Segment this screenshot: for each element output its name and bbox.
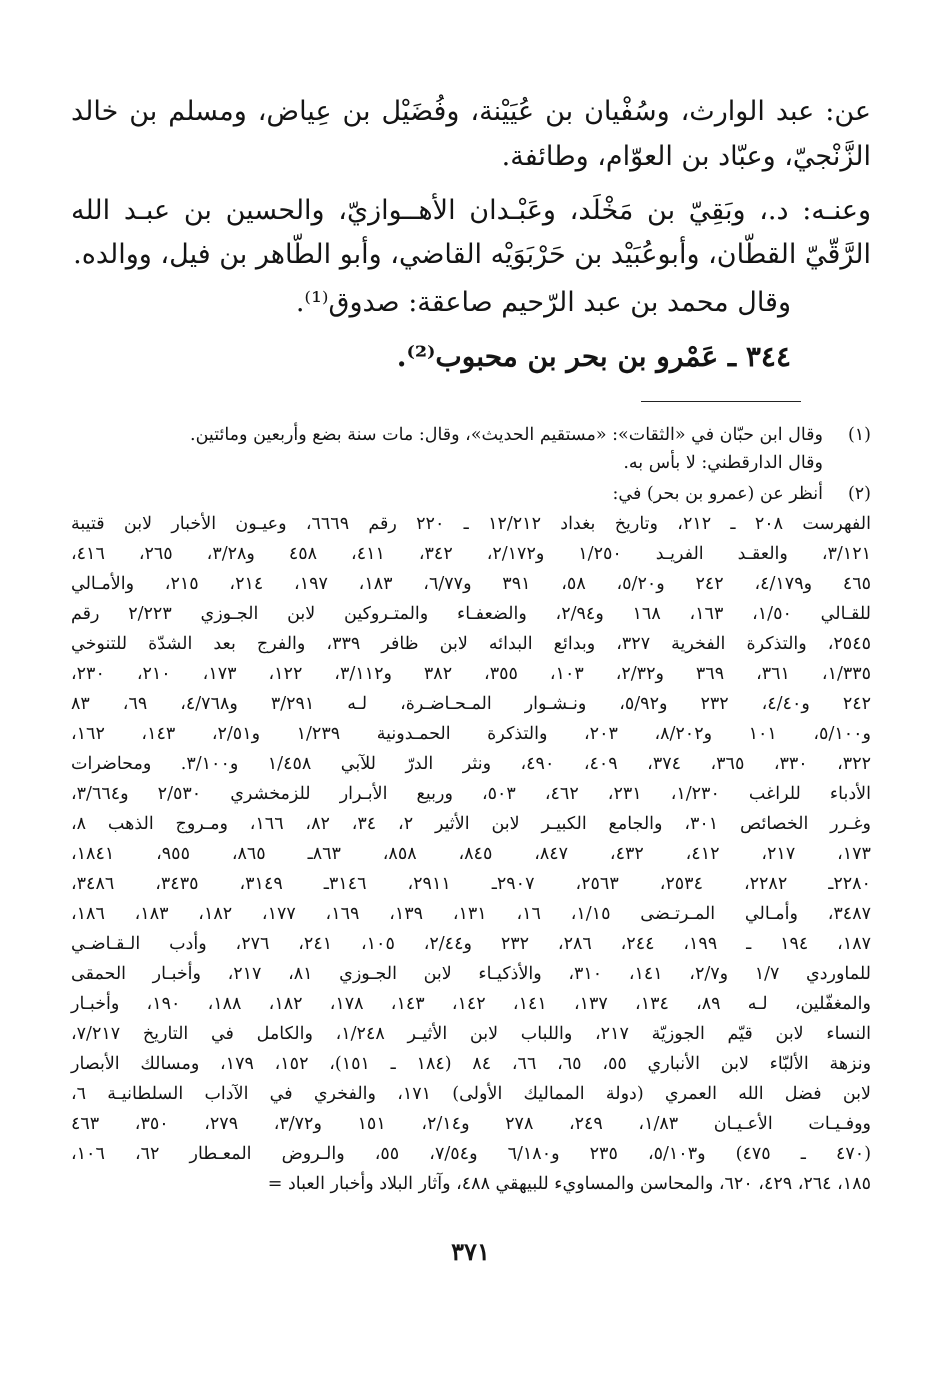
footnote-line: ١٧٣، ٢١٧، ٤١٢، ٤٣٢، ٨٤٧، ٨٤٥، ٨٥٨، ٨٦٣ـ ٨٦٥، ٩٥٥، ١٨٤١، [71,844,871,864]
footnote-line: ٢٤٢ و٤/٤٠، ٢٣٢ و٥/٩٢، ونـشـوار المـحـاضـرة، لـه ٣/٢٩١ و٤/٧٦٨، ٦٩، ٨٣ [71,694,872,714]
main-text-line: الرَّقّيّ القطّان، وأبوعُبَيْد بن حَرْبَوَيْه القاضي، وأبو الطّاهر بن فيل، ووالده. [73,239,871,270]
footnote-number: (٢) [847,484,871,504]
footnote-line: للماوردي ١/٧ و٢/٧، ١٤١، ٣١٠، والأذكيـاء لابن الجـوزي ٨١، ٢١٧، وأخبـار الحمقى [71,964,872,984]
footnote-text: وقال الدارقطني: لا بأس به. [623,453,823,473]
main-text-line: الزَّنْجيّ، وعبّاد بن العوّام، وطائفة. [501,141,871,172]
footnote-text: وقال ابن حبّان في «الثقات»: «مستقيم الحديث»، وقال: مات سنة بضع وأربعين ومائتين. [190,425,823,445]
footnote-line: والمغفّلين، لـه ٨٩، ١٣٤، ١٣٧، ١٤١، ١٤٢، ١٤٣، ١٧٨، ١٨٢، ١٨٨، ١٩٠، وأخبـار [71,994,871,1014]
footnote-line: للقـالي ١/٥٠، ١٦٣، ١٦٨ و٢/٩٤، والضعفـاء والمتـروكين لابن الجـوزي ٢/٢٢٣ رقم [71,604,872,624]
main-text-line: وقال محمد بن عبد الرّحيم صاعقة: صدوق⁽¹⁾. [295,287,791,318]
footnote-number: (١) [847,425,871,445]
footnote-line: و٥/١٠٠، ١٠١ و٨/٢٠٢، ٢٠٣، والتذكرة الحمـدونية ١/٢٣٩ و٢/٥١، ١٤٣، ١٦٢، [71,724,871,744]
footnote-line: ١/٣٣٥، ٣٦١، ٣٦٩ و٢/٣٢، ١٠٣، ٣٥٥، ٣٨٢ و٣/١١٢، ١٢٢، ١٧٣، ٢١٠، ٢٣٠، [71,664,872,684]
main-text-line: وعنـه: د.، وبَقِيّ بن مَخْلَد، وعَبْـدان الأهــوازيّ، والحسين بن عبـد الله [71,195,871,226]
footnote-line: ٤٦٥ و٤/١٧٩، ٢٤٢ و٥/٢٠، ٥٨، ٣٩١ و٦/٧٧، ١٨٣، ١٩٧، ٢١٤، ٢١٥، والأمـالي [71,574,872,594]
footnote-text: أنظر عن (عمرو بن بحر) في: [612,484,823,504]
footnote-line: ٣/١٢١، والعقـد الفريـد ١/٢٥٠ و٢/١٧٢، ٣٤٢، ٤١١، ٤٥٨ و٣/٢٨، ٢٦٥، ٤١٦، [71,544,871,564]
entry-heading: ٣٤٤ ـ عَمْرو بن بحر بن محبوب⁽²⁾. [396,340,791,373]
footnote-line: ٢٢٨٠ـ ٢٢٨٢، ٢٥٣٤، ٢٥٦٣، ٢٩٠٧ـ ٢٩١١، ٣١٤٦ـ ٣١٤٩، ٣٤٣٥، ٣٤٨٦، [71,874,871,894]
footnote-separator [641,401,801,402]
footnote-line: (٤٧٠ ـ ٤٧٥) و٥/١٠٣، ٢٣٥ و٦/١٨٠ و٧/٥٤، ٥٥، والـروض المعـطار ٦٢، ١٠٦، [71,1144,872,1164]
footnote-line: ١٨٥، ٢٦٤، ٤٢٩، ٦٢٠، والمحاسن والمساويء للبيهقي ٤٨٨، وآثار البلاد وأخبار العباد = [267,1174,871,1194]
footnote-line: ٢٥٤٥، والتذكرة الفخرية ٣٢٧، وبدائع البدائه لابن ظافر ٣٣٩، والفرج بعد الشدّة للتنوخي [71,634,872,654]
footnote-line: وغـرر الخصائص ٣٠١، والجامع الكبيـر لابن الأثير ٢، ٣٤، ٨٢، ١٦٦، ومـروج الذهب ٨، [71,814,871,834]
main-text-line: عن: عبد الوارث، وسُفْيان بن عُيَيْنة، وفُضَيْل بن عِياض، ومسلم بن خالد [71,96,871,127]
footnote-line: الأدباء للراغب ١/٢٣٠، ٢٣١، ٤٦٢، ٥٠٣، وربيع الأبـرار للزمخشري ٢/٥٣٠ و٣/٦٦٤، [71,784,871,804]
footnote-line: ووفـيـات الأعـيـان ١/٨٣، ٢٤٩، ٢٧٨ و٢/١٤، ١٥١ و٣/٧٢، ٢٧٩، ٣٥٠، ٤٦٣ [71,1114,871,1134]
footnote-line: ٣٢٢، ٣٣٠، ٣٦٥، ٣٧٤، ٤٠٩، ٤٩٠، ونثر الدرّ للآبي ١/٤٥٨ و٣/١٠٠. ومحاضرات [71,754,871,774]
footnote-line: ٣٤٨٧، وأمـالي المـرتـضى ١/١٥، ١٦، ١٣١، ١٣٩، ١٦٩، ١٧٧، ١٨٢، ١٨٣، ١٨٦، [71,904,872,924]
footnote-line: ونزهة الألبّاء لابن الأنباري ٥٥، ٦٥، ٦٦، ٨٤ (١٨٤ ـ ١٥١)، ١٥٢، ١٧٩، ومسالك الأبصار [71,1054,872,1074]
footnote-2-body [71,514,871,1214]
footnote-line: لابن فضل الله العمري (دولة المماليك الأولى) ١٧١، والفخري في الآداب السلطانيـة ٦، [71,1084,871,1104]
footnote-line: الفهرست ٢٠٨ ـ ٢١٢، وتاريخ بغداد ١٢/٢١٢ ـ ٢٢٠ رقم ٦٦٦٩، وعيـون الأخبار لابن قتيبة [71,514,871,534]
footnote-line: النساء لابن قيّم الجوزيّة ٢١٧، واللباب لابن الأثيـر ١/٢٤٨، والكامل في التاريخ ٧/٢١٧، [71,1024,872,1044]
footnote-line: ١٨٧، ١٩٤ ـ ١٩٩، ٢٤٤، ٢٨٦، ٢٣٢ و٢/٤٤، ١٠٥، ٢٤١، ٢٧٦، وأدب الـقـاضـي [71,934,872,954]
page-number: ٣٧١ [451,1237,490,1266]
